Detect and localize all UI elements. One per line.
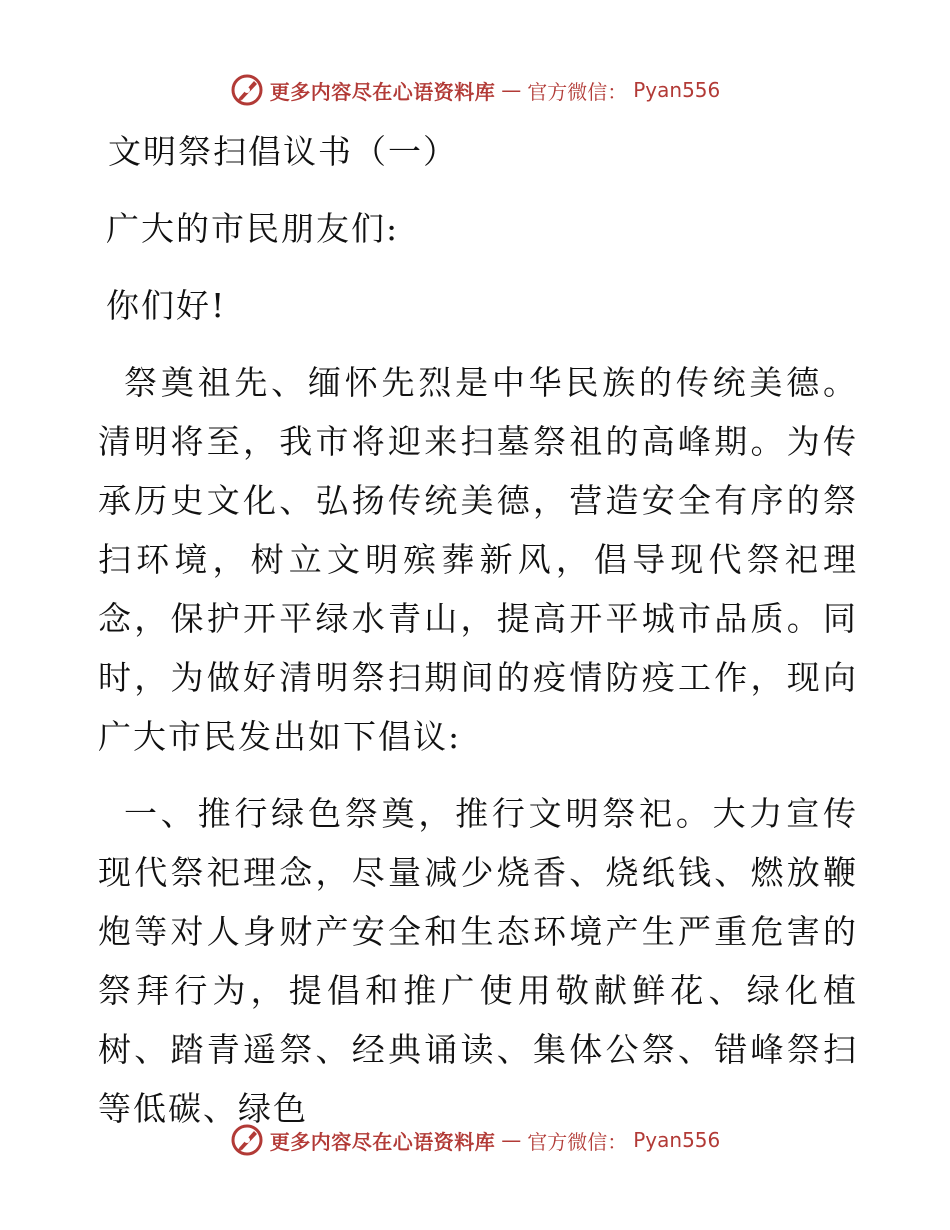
banner-text: 更多内容尽在心语资料库 xyxy=(269,1129,496,1154)
header-banner xyxy=(0,70,950,110)
banner-contact-id: Pyan556 xyxy=(633,78,721,102)
paragraph-intro: 祭奠祖先、缅怀先烈是中华民族的传统美德。清明将至，我市将迎来扫墓祭祖的高峰期。为传承历史文化、弘扬传统美德，营造安全有序的祭扫环境，树立文明殡葬新风，倡导现代祭祀理念，保护开平绿水青山，提高开平城市品质。同时，为做好清明祭扫期间的疫情防疫工作，现向广大市民发出如下倡议: xyxy=(98,363,858,756)
banner-contact-label: 官方微信： xyxy=(527,1129,628,1154)
banner-contact-label: 官方微信： xyxy=(527,79,628,104)
document-title: 文明祭扫倡议书（一） xyxy=(108,132,458,171)
document-body xyxy=(98,122,858,1156)
feather-pen-logo-icon xyxy=(230,73,264,107)
feather-pen-logo-icon xyxy=(230,1123,264,1157)
greeting: 你们好! xyxy=(106,286,227,325)
paragraph-item-one: 一、推行绿色祭奠，推行文明祭祀。大力宣传现代祭祀理念，尽量减少烧香、烧纸钱、燃放鞭炮等对人身财产安全和生态环境产生严重危害的祭拜行为，提倡和推广使用敬献鲜花、绿化植树、踏青遥祭、经典诵读、集体公祭、错峰祭扫等低碳、绿色 xyxy=(98,794,858,1128)
footer-banner xyxy=(0,1120,950,1160)
banner-separator: — xyxy=(501,78,522,102)
banner-separator: — xyxy=(501,1128,522,1152)
banner-text: 更多内容尽在心语资料库 xyxy=(269,79,496,104)
salutation: 广大的市民朋友们: xyxy=(106,209,400,248)
banner-contact-id: Pyan556 xyxy=(633,1128,721,1152)
